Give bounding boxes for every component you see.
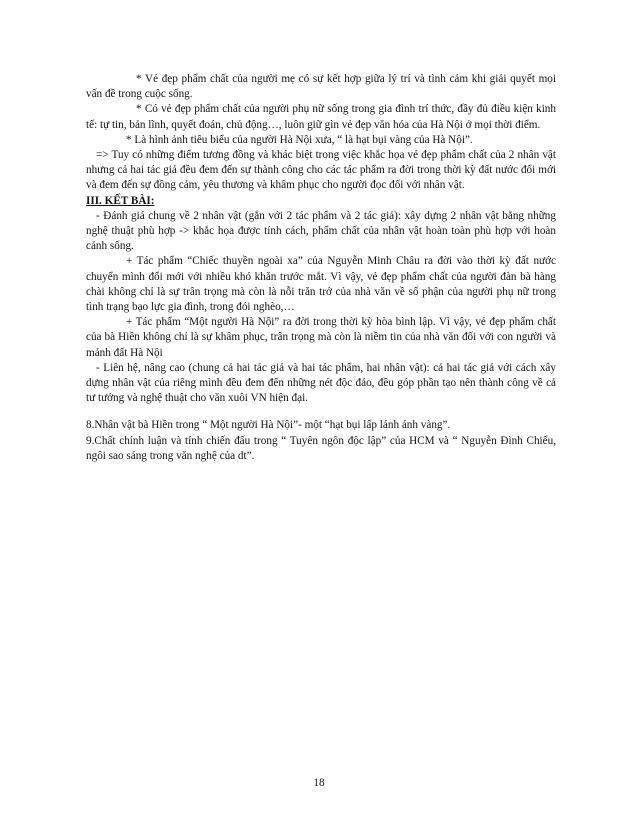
paragraph-conclusion-arrow: => Tuy có những điểm tương đồng và khác biệt trong việc khắc họa vẻ đẹp phẩm chất của 2 nhân vật nhưng cả hai tác giả đều đem đến sự thành công cho các tác phẩm ra đời trong thời kỳ đất nước đổi mới và đem đến sự đồng cảm, yêu thương và khâm phục cho người đọc đối với nhân vật. <box>86 149 556 192</box>
paragraph-mother-quality: * Vẻ đẹp phẩm chất của người mẹ có sự kết hợp giữa lý trí và tình cảm khi giải quyết mọi vấn đề trong cuộc sống. <box>86 73 556 101</box>
paragraph-extension: - Liên hệ, nâng cao (chung cả hai tác giả và hai tác phẩm, hai nhân vật): cả hai tác giả với cách xây dựng nhân vật của riêng mình đều đem đến những nét độc đáo, đều góp phần tạo nên thành công về cả tư tưởng và nghệ thuật cho văn xuôi VN hiện đại. <box>86 361 556 405</box>
paragraph-woman-quality: * Có vẻ đẹp phẩm chất của người phụ nữ sống trong gia đình trí thức, đầy đủ điều kiện kinh tế: tự tin, bản lĩnh, quyết đoán, chủ động…, luôn giữ gìn vẻ đẹp văn hóa của Hà Nội ở mọi thời điểm. <box>86 103 556 131</box>
section-heading-ket-bai: III. KẾT BÀI: <box>86 194 155 207</box>
document-body <box>86 72 556 464</box>
page-number: 18 <box>313 777 325 789</box>
paragraph-topic-9: 9.Chất chính luận và tính chiến đấu trong “ Tuyên ngôn độc lập” của HCM và “ Nguyễn Đình Chiểu, ngôi sao sáng trong văn nghệ của dt”. <box>86 434 556 462</box>
spacer <box>86 406 556 418</box>
paragraph-work-chiec-thuyen: + Tác phẩm “Chiếc thuyền ngoài xa” của Nguyễn Minh Châu ra đời vào thời kỳ đất nước chuyển mình đổi mới với nhiều khó khăn trước mắt. Vì vậy, vẻ đẹp phẩm chất của người đàn bà hàng chài không chỉ là sự trân trọng mà còn là nỗi trăn trở của nhà văn về số phận của người phụ nữ trong tình trạng bạo lực gia đình, trong đói nghèo,… <box>86 255 556 314</box>
paragraph-work-mot-nguoi-ha-noi: + Tác phẩm “Một người Hà Nội” ra đời trong thời kỳ hòa bình lập. Vì vậy, vẻ đẹp phẩm chất của bà Hiền không chỉ là sự khâm phục, trân trọng mà còn là niềm tin của nhà văn đối với con người và mảnh đất Hà Nội <box>86 316 556 359</box>
paragraph-general-evaluation: - Đánh giá chung về 2 nhân vật (gắn với 2 tác phẩm và 2 tác giả): xây dựng 2 nhân vật bằng những nghệ thuật phù hợp -> khắc họa được tính cách, phẩm chất của nhân vật hoàn toàn phù hợp với hoàn cảnh sống. <box>86 209 556 253</box>
paragraph-topic-8: 8.Nhân vật bà Hiền trong “ Một người Hà Nội”- một “hạt bụi lấp lánh ánh vàng”. <box>86 419 451 432</box>
paragraph-hanoi-image: * Là hình ảnh tiêu biểu của người Hà Nội xưa, “ là hạt bụi vàng của Hà Nội”. <box>126 133 473 146</box>
